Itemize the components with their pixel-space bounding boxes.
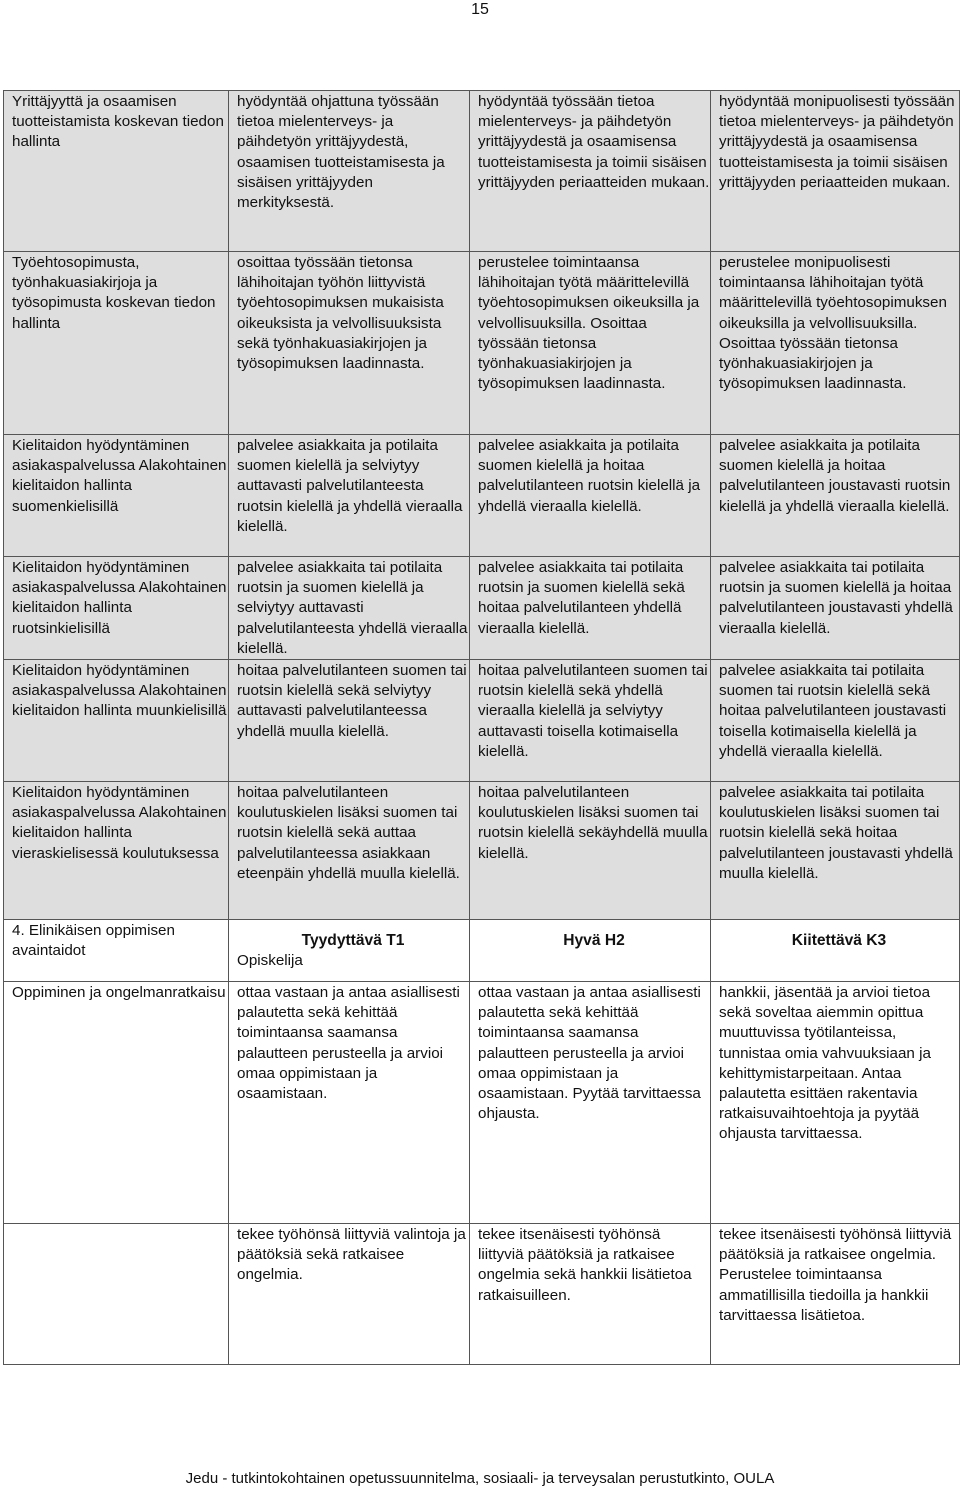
table-row bbox=[4, 660, 960, 782]
criterion-label: Yrittäjyyttä ja osaamisen tuotteistamista koskevan tiedon hallinta bbox=[4, 91, 229, 252]
header-t1-cell bbox=[229, 920, 470, 982]
criterion-k3: palvelee asiakkaita tai potilaita ruotsin ja suomen kielellä ja hoitaa palvelutilanteen joustavasti yhdellä vieraalla kielellä. bbox=[711, 557, 960, 660]
table-row bbox=[4, 782, 960, 920]
criterion-t1: hoitaa palvelutilanteen suomen tai ruotsin kielellä sekä selviytyy auttavasti palvelutilanteessa yhdellä muulla kielellä. bbox=[229, 660, 470, 782]
criterion-label: Kielitaidon hyödyntäminen asiakaspalvelussa Alakohtainen kielitaidon hallinta vieraskielisessä koulutuksessa bbox=[4, 782, 229, 920]
criterion-k3: hyödyntää monipuolisesti työssään tietoa mielenterveys- ja päihdetyön yrittäjyydestä ja osaamisensa tuotteistamisesta ja toimii sisäisen yrittäjyyden periaatteiden mukaan. bbox=[711, 91, 960, 252]
criterion-k3: perustelee monipuolisesti toimintaansa lähihoitajan työtä määrittelevillä työehtosopimuksen oikeuksilla ja velvollisuuksilla. Osoittaa työssään tietonsa työnhakuasiakirjojen ja työsopimuksen laadinnasta. bbox=[711, 252, 960, 435]
criterion-h2: hoitaa palvelutilanteen suomen tai ruotsin kielellä sekä yhdellä vieraalla kielellä ja selviytyy auttavasti toisella kotimaisella kielellä. bbox=[470, 660, 711, 782]
criterion-h2: tekee itsenäisesti työhönsä liittyviä päätöksiä ja ratkaisee ongelmia sekä hankkii lisätietoa ratkaisuilleen. bbox=[470, 1224, 711, 1365]
table-row bbox=[4, 252, 960, 435]
criterion-t1: tekee työhönsä liittyviä valintoja ja päätöksiä sekä ratkaisee ongelmia. bbox=[229, 1224, 470, 1365]
page-number: 15 bbox=[471, 1, 489, 18]
criterion-k3: palvelee asiakkaita tai potilaita koulutuskielen lisäksi suomen tai ruotsin kielellä sekä hoitaa palvelutilanteen joustavasti yhdellä muulla kielellä. bbox=[711, 782, 960, 920]
header-k3: Kiitettävä K3 bbox=[791, 932, 887, 950]
criterion-t1: hoitaa palvelutilanteen koulutuskielen lisäksi suomen tai ruotsin kielellä sekä auttaa palvelutilanteessa asiakkaan eteenpäin yhdellä muulla kielellä. bbox=[229, 782, 470, 920]
table-row bbox=[4, 1224, 960, 1365]
criterion-t1: hyödyntää ohjattuna työssään tietoa mielenterveys- ja päihdetyön yrittäjyydestä, osaamisen tuotteistamisesta ja sisäisen yrittäjyyden merkityksestä. bbox=[229, 91, 470, 252]
criterion-k3: tekee itsenäisesti työhönsä liittyviä päätöksiä ja ratkaisee ongelmia. Perustelee toimintaansa ammatillisilla tiedoilla ja hankkii tarvittaessa lisätietoa. bbox=[711, 1224, 960, 1365]
criterion-label: Kielitaidon hyödyntäminen asiakaspalvelussa Alakohtainen kielitaidon hallinta suomenkielisillä bbox=[4, 435, 229, 557]
criterion-t1: palvelee asiakkaita tai potilaita ruotsin ja suomen kielellä ja selviytyy auttavasti palvelutilanteesta yhdellä vieraalla kielellä. bbox=[229, 557, 470, 660]
criterion-h2: hoitaa palvelutilanteen koulutuskielen lisäksi suomen tai ruotsin kielellä sekäyhdellä muulla kielellä. bbox=[470, 782, 711, 920]
table-row bbox=[4, 557, 960, 660]
criterion-k3: hankkii, jäsentää ja arvioi tietoa sekä soveltaa aiemmin opittua muuttuvissa työtilanteissa, tunnistaa omia vahvuuksiaan ja kehittymistarpeitaan. Antaa palautetta esittäen rakentavia ratkaisuvaihtoehtoja ja pyytää ohjausta tarvittaessa. bbox=[711, 982, 960, 1224]
criterion-h2: palvelee asiakkaita tai potilaita ruotsin ja suomen kielellä sekä hoitaa palvelutilanteen yhdellä vieraalla kielellä. bbox=[470, 557, 711, 660]
criterion-t1: palvelee asiakkaita ja potilaita suomen kielellä ja selviytyy auttavasti palvelutilanteesta ruotsin kielellä ja yhdellä vieraalla kielellä. bbox=[229, 435, 470, 557]
criterion-h2: hyödyntää työssään tietoa mielenterveys- ja päihdetyön yrittäjyydestä ja osaamisensa tuotteistamisesta ja toimii sisäisen yrittäjyyden periaatteiden mukaan. bbox=[470, 91, 711, 252]
criterion-label: Kielitaidon hyödyntäminen asiakaspalvelussa Alakohtainen kielitaidon hallinta muunkielisillä bbox=[4, 660, 229, 782]
criterion-t1: osoittaa työssään tietonsa lähihoitajan työhön liittyvistä työehtosopimuksen mukaisista oikeuksista ja velvollisuuksista sekä työnhakuasiakirjojen ja työsopimuksen laadinnasta. bbox=[229, 252, 470, 435]
criteria-table bbox=[3, 90, 960, 1365]
criterion-label bbox=[4, 1224, 229, 1365]
criterion-h2: ottaa vastaan ja antaa asiallisesti palautetta sekä kehittää toimintaansa saamansa palautteen perusteella ja arvioi omaa oppimistaan ja osaamistaan. Pyytää tarvittaessa ohjausta. bbox=[470, 982, 711, 1224]
criterion-label: Kielitaidon hyödyntäminen asiakaspalvelussa Alakohtainen kielitaidon hallinta ruotsinkielisillä bbox=[4, 557, 229, 660]
header-h2-cell bbox=[470, 920, 711, 982]
table-row bbox=[4, 91, 960, 252]
criterion-k3: palvelee asiakkaita tai potilaita suomen tai ruotsin kielellä sekä hoitaa palvelutilanteen joustavasti toisella kotimaisella kielellä ja yhdellä vieraalla kielellä. bbox=[711, 660, 960, 782]
table-row bbox=[4, 982, 960, 1224]
header-t1: Tyydyttävä T1 bbox=[301, 932, 405, 950]
section-title: 4. Elinikäisen oppimisen avaintaidot bbox=[4, 920, 229, 982]
header-k3-cell bbox=[711, 920, 960, 982]
table-row bbox=[4, 435, 960, 557]
criterion-k3: palvelee asiakkaita ja potilaita suomen kielellä ja hoitaa palvelutilanteen joustavasti ruotsin kielellä ja yhdellä vieraalla kielellä. bbox=[711, 435, 960, 557]
section-header-row bbox=[4, 920, 960, 982]
criterion-h2: perustelee toimintaansa lähihoitajan työtä määrittelevillä työehtosopimuksen oikeuksilla ja velvollisuuksilla. Osoittaa työssään tietonsa työnhakuasiakirjojen ja työsopimuksen laadinnasta. bbox=[470, 252, 711, 435]
criterion-t1: ottaa vastaan ja antaa asiallisesti palautetta sekä kehittää toimintaansa saamansa palautteen perusteella ja arvioi omaa oppimistaan ja osaamistaan. bbox=[229, 982, 470, 1224]
criterion-label: Oppiminen ja ongelmanratkaisu bbox=[4, 982, 229, 1224]
header-h2: Hyvä H2 bbox=[563, 932, 625, 950]
criterion-label: Työehtosopimusta, työnhakuasiakirjoja ja työsopimusta koskevan tiedon hallinta bbox=[4, 252, 229, 435]
criterion-h2: palvelee asiakkaita ja potilaita suomen kielellä ja hoitaa palvelutilanteen ruotsin kielellä ja yhdellä vieraalla kielellä. bbox=[470, 435, 711, 557]
target-label: Opiskelija bbox=[237, 952, 303, 970]
footer: Jedu - tutkintokohtainen opetussuunnitelma, sosiaali- ja terveysalan perustutkinto, OULA bbox=[185, 1470, 775, 1487]
